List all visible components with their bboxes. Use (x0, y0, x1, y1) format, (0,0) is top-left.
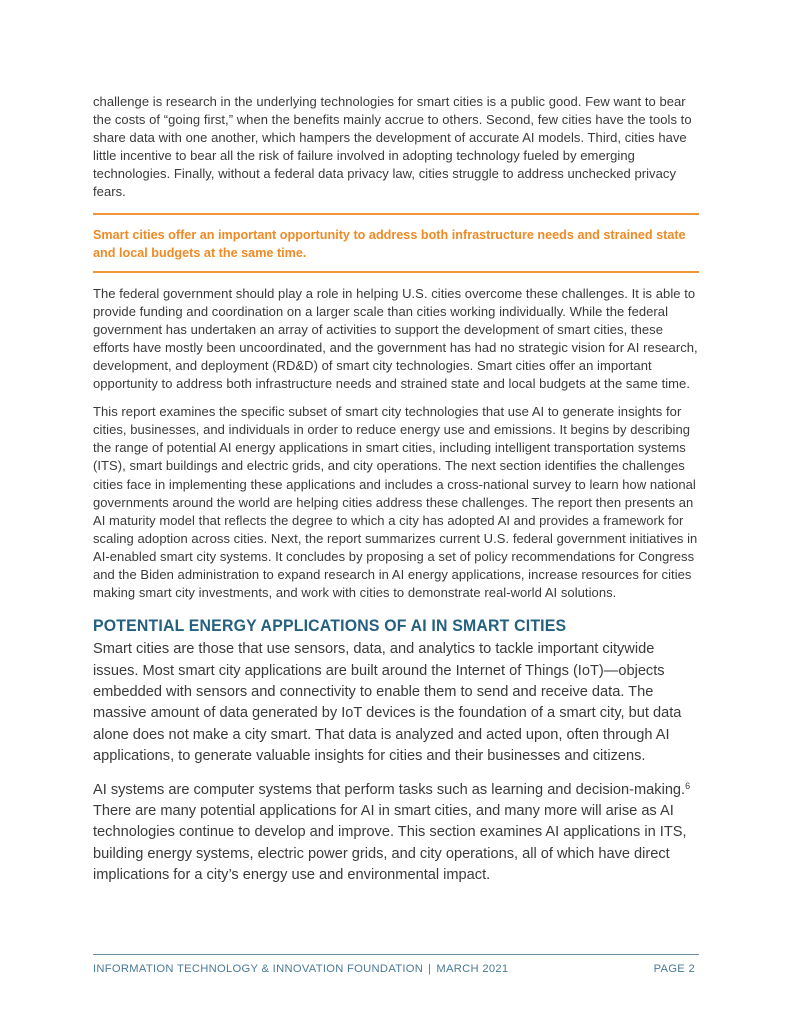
footer-left (93, 963, 508, 975)
footer-organization: INFORMATION TECHNOLOGY & INNOVATION FOUNDATION (93, 963, 424, 975)
smart-cities-definition-paragraph: Smart cities are those that use sensors, data, and analytics to tackle important citywide issues. Most smart city applications are built around the Internet of Things (IoT)—objects embedded with sensors and connectivity to enable them to send and receive data. The massive amount of data generated by IoT devices is the foundation of a smart city, but data alone does not make a city smart. That data is analyzed and acted upon, often through AI applications, to generate valuable insights for cities and their businesses and citizens. (93, 641, 682, 765)
footnote-reference[interactable]: 6 (685, 780, 691, 791)
ai-systems-text-start: AI systems are computer systems that perform tasks such as learning and decision-making. (93, 781, 686, 798)
ai-systems-text-end: There are many potential applications for AI in smart cities, and many more will arise as AI technologies continue to develop and improve. This section examines AI applications in ITS, building energy systems, electric power grids, and city operations, all of which have direct implications for a city’s energy use and environmental impact. (93, 803, 687, 884)
document-page (93, 93, 699, 887)
page-number: PAGE 2 (653, 963, 695, 975)
intro-paragraph: challenge is research in the underlying technologies for smart cities is a public good. Few want to bear the costs of “going first,” when the benefits mainly accrue to others. Second, few cities have the tools to share data with one another, which hampers the development of accurate AI models. Third, cities have little incentive to bear all the risk of failure involved in adopting technology fueled by emerging technologies. Finally, without a federal data privacy law, cities struggle to address unchecked privacy fears. (93, 94, 692, 200)
ai-systems-paragraph (93, 780, 699, 887)
pull-quote: Smart cities offer an important opportunity to address both infrastructure needs and strained state and local budgets at the same time. (93, 227, 686, 261)
footer-date: MARCH 2021 (436, 963, 509, 975)
footer-separator: | (428, 963, 432, 975)
callout-bottom-rule (93, 271, 699, 273)
page-footer (93, 963, 695, 975)
report-overview-paragraph: This report examines the specific subset of smart city technologies that use AI to generate insights for cities, businesses, and individuals in order to reduce energy use and emissions. It begins by describing the range of potential AI energy applications in smart cities, including intelligent transportation systems (ITS), smart buildings and electric grids, and city operations. The next section identifies the challenges cities face in implementing these applications and includes a cross-national survey to learn how national governments around the world are helping cities address these challenges. The report then presents an AI maturity model that reflects the degree to which a city has adopted AI and provides a framework for scaling adoption across cities. Next, the report summarizes current U.S. federal government initiatives in AI-enabled smart city systems. It concludes by proposing a set of policy recommendations for Congress and the Biden administration to expand research in AI energy applications, increase resources for cities making smart city investments, and work with cities to demonstrate real-world AI solutions. (93, 404, 698, 601)
footer-rule (93, 954, 699, 955)
section-heading: POTENTIAL ENERGY APPLICATIONS OF AI IN SMART CITIES (93, 617, 567, 636)
federal-role-paragraph: The federal government should play a role in helping U.S. cities overcome these challenges. It is able to provide funding and coordination on a larger scale than cities working individually. While the federal government has undertaken an array of activities to support the development of smart cities, these efforts have mostly been uncoordinated, and the government has had no strategic vision for AI research, development, and deployment (RD&D) of smart city technologies. Smart cities offer an important opportunity to address both infrastructure needs and strained state and local budgets at the same time. (93, 285, 698, 392)
